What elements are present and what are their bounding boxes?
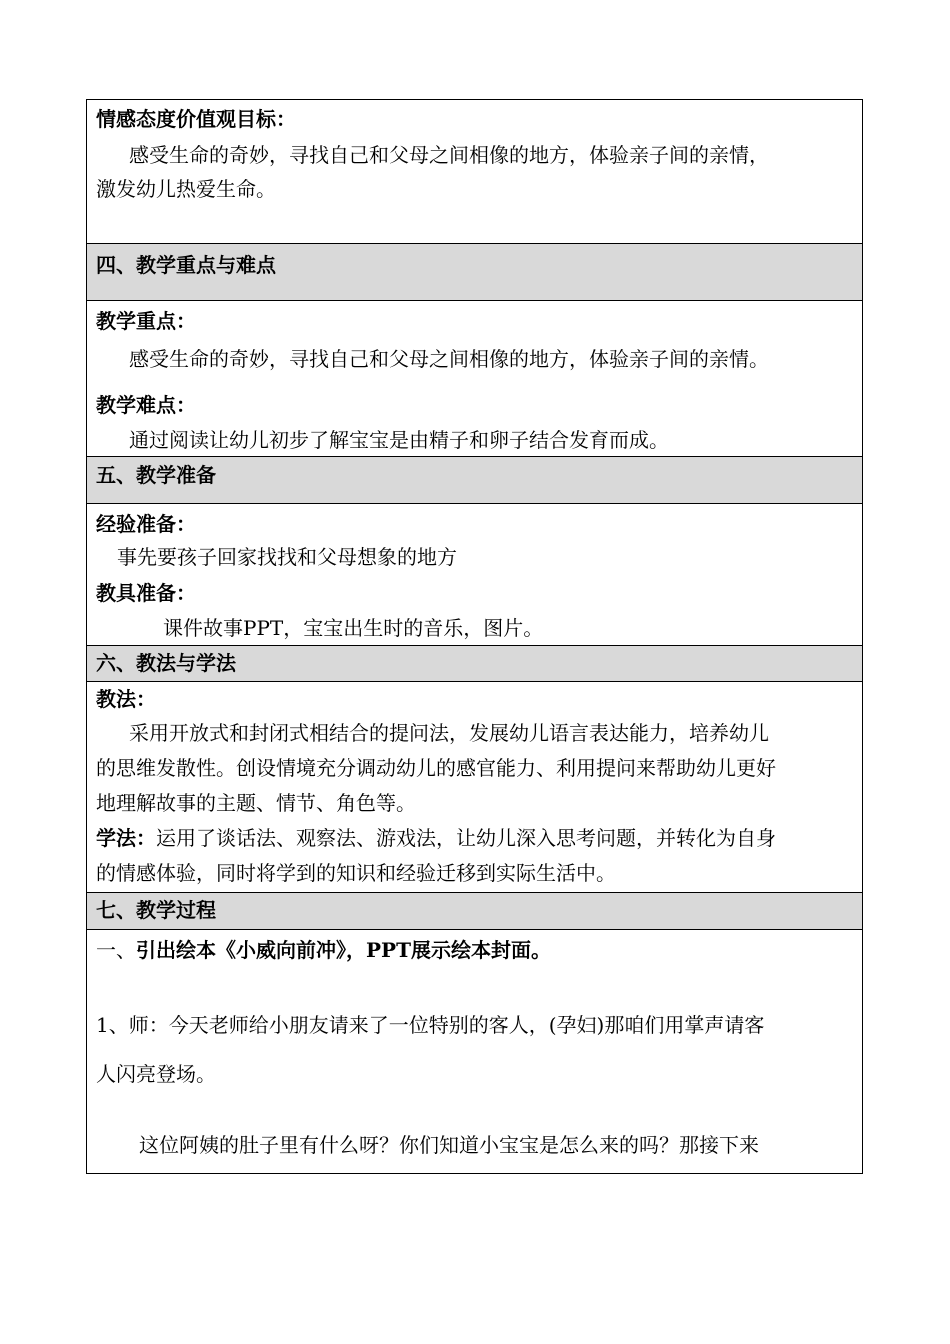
section-title: 六、教法与学法 bbox=[96, 651, 236, 675]
section-header-key-difficult bbox=[87, 244, 862, 301]
section-title: 五、教学准备 bbox=[96, 463, 216, 487]
teaching-method-line: 的思维发散性。创设情境充分调动幼儿的感官能力、利用提问来帮助幼儿更好 bbox=[96, 756, 776, 780]
learning-method-label: 学法： bbox=[96, 826, 156, 850]
process-cell bbox=[87, 930, 862, 1173]
process-part-title: 引出绘本《小威向前冲》，PPT展示绘本封面。 bbox=[136, 938, 551, 962]
key-points-label: 教学重点： bbox=[96, 309, 196, 333]
tools-prep-label: 教具准备： bbox=[96, 581, 196, 605]
teaching-method-label: 教法： bbox=[96, 687, 156, 711]
affective-goals-cell bbox=[87, 100, 862, 244]
section-header-process bbox=[87, 893, 862, 930]
key-difficult-cell bbox=[87, 301, 862, 457]
experience-prep-text: 事先要孩子回家找找和父母想象的地方 bbox=[117, 545, 457, 569]
learning-method-text: 运用了谈话法、观察法、游戏法，让幼儿深入思考问题，并转化为自身 bbox=[156, 826, 776, 850]
section-header-preparation bbox=[87, 457, 862, 504]
key-points-text: 感受生命的奇妙，寻找自己和父母之间相像的地方，体验亲子间的亲情。 bbox=[129, 347, 769, 371]
section-header-methods bbox=[87, 646, 862, 682]
difficult-points-label: 教学难点： bbox=[96, 393, 196, 417]
methods-cell bbox=[87, 682, 862, 893]
preparation-cell bbox=[87, 504, 862, 646]
learning-method-line: 的情感体验，同时将学到的知识和经验迁移到实际生活中。 bbox=[96, 861, 616, 885]
section-title: 四、教学重点与难点 bbox=[96, 253, 276, 277]
process-paragraph-line: 这位阿姨的肚子里有什么呀？你们知道小宝宝是怎么来的吗？那接下来 bbox=[139, 1133, 759, 1157]
lesson-plan-table bbox=[86, 99, 863, 1174]
affective-goals-line: 感受生命的奇妙，寻找自己和父母之间相像的地方，体验亲子间的亲情， bbox=[129, 143, 769, 167]
difficult-points-text: 通过阅读让幼儿初步了解宝宝是由精子和卵子结合发育而成。 bbox=[129, 428, 669, 452]
process-part-number: 一、 bbox=[96, 938, 136, 962]
process-part-heading bbox=[96, 940, 551, 960]
tools-prep-text: 课件故事PPT，宝宝出生时的音乐，图片。 bbox=[163, 616, 544, 640]
affective-goals-heading: 情感态度价值观目标： bbox=[96, 107, 296, 131]
affective-goals-line: 激发幼儿热爱生命。 bbox=[96, 177, 276, 201]
process-paragraph-line: 1、师：今天老师给小朋友请来了一位特别的客人，(孕妇)那咱们用掌声请客 bbox=[96, 1013, 765, 1037]
process-paragraph-line: 人闪亮登场。 bbox=[96, 1062, 216, 1086]
experience-prep-label: 经验准备： bbox=[96, 512, 196, 536]
learning-method-line bbox=[96, 828, 776, 848]
teaching-method-line: 采用开放式和封闭式相结合的提问法，发展幼儿语言表达能力，培养幼儿 bbox=[129, 721, 769, 745]
section-title: 七、教学过程 bbox=[96, 898, 216, 922]
teaching-method-line: 地理解故事的主题、情节、角色等。 bbox=[96, 791, 416, 815]
